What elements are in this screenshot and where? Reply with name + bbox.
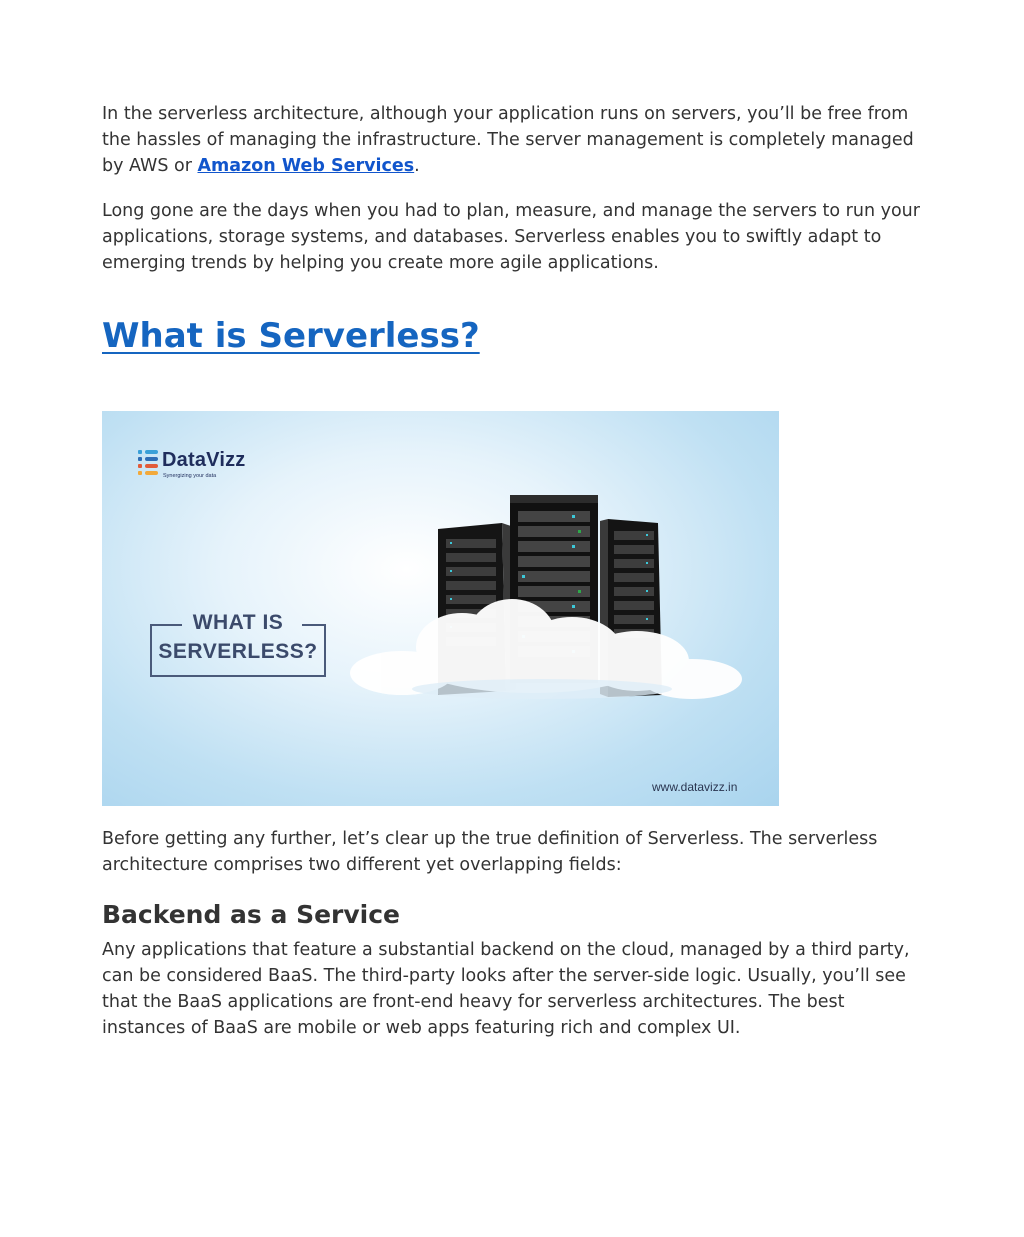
hero-title-line2: SERVERLESS? — [158, 640, 318, 663]
logo-tagline: Synergizing your data — [163, 473, 217, 479]
hero-title-line1: WHAT IS — [192, 611, 284, 634]
backend-as-a-service-heading: Backend as a Service — [102, 900, 401, 929]
logo-name: DataVizz — [162, 449, 246, 471]
intro-text: In the serverless architecture, although your application runs on servers, you’ll be free from the hassles of managing the infrastructure. The server management is completely managed by AWS or — [102, 104, 914, 176]
definition-paragraph: Before getting any further, let’s clear up the true definition of Serverless. The serverless architecture comprises two different yet overlapping fields: — [102, 829, 878, 875]
long-gone-paragraph: Long gone are the days when you had to plan, measure, and manage the servers to run your applications, storage systems, and databases. Serverless enables you to swiftly adapt to emerging trends by helping you create more agile applications. — [102, 201, 920, 273]
intro-paragraph — [102, 101, 932, 179]
datavizz-logo-icon — [138, 450, 158, 475]
hero-url: www.datavizz.in — [652, 780, 738, 794]
hero-image — [102, 411, 779, 806]
baas-paragraph: Any applications that feature a substantial backend on the cloud, managed by a third party, can be considered BaaS. The third-party looks after the server-side logic. Usually, you’ll see that the BaaS applications are front-end heavy for serverless architectures. The best instances of BaaS are mobile or web apps featuring rich and complex UI. — [102, 940, 910, 1038]
intro-period: . — [414, 156, 420, 176]
amazon-web-services-link[interactable]: Amazon Web Services — [197, 156, 415, 176]
what-is-serverless-heading[interactable]: What is Serverless? — [102, 316, 480, 356]
